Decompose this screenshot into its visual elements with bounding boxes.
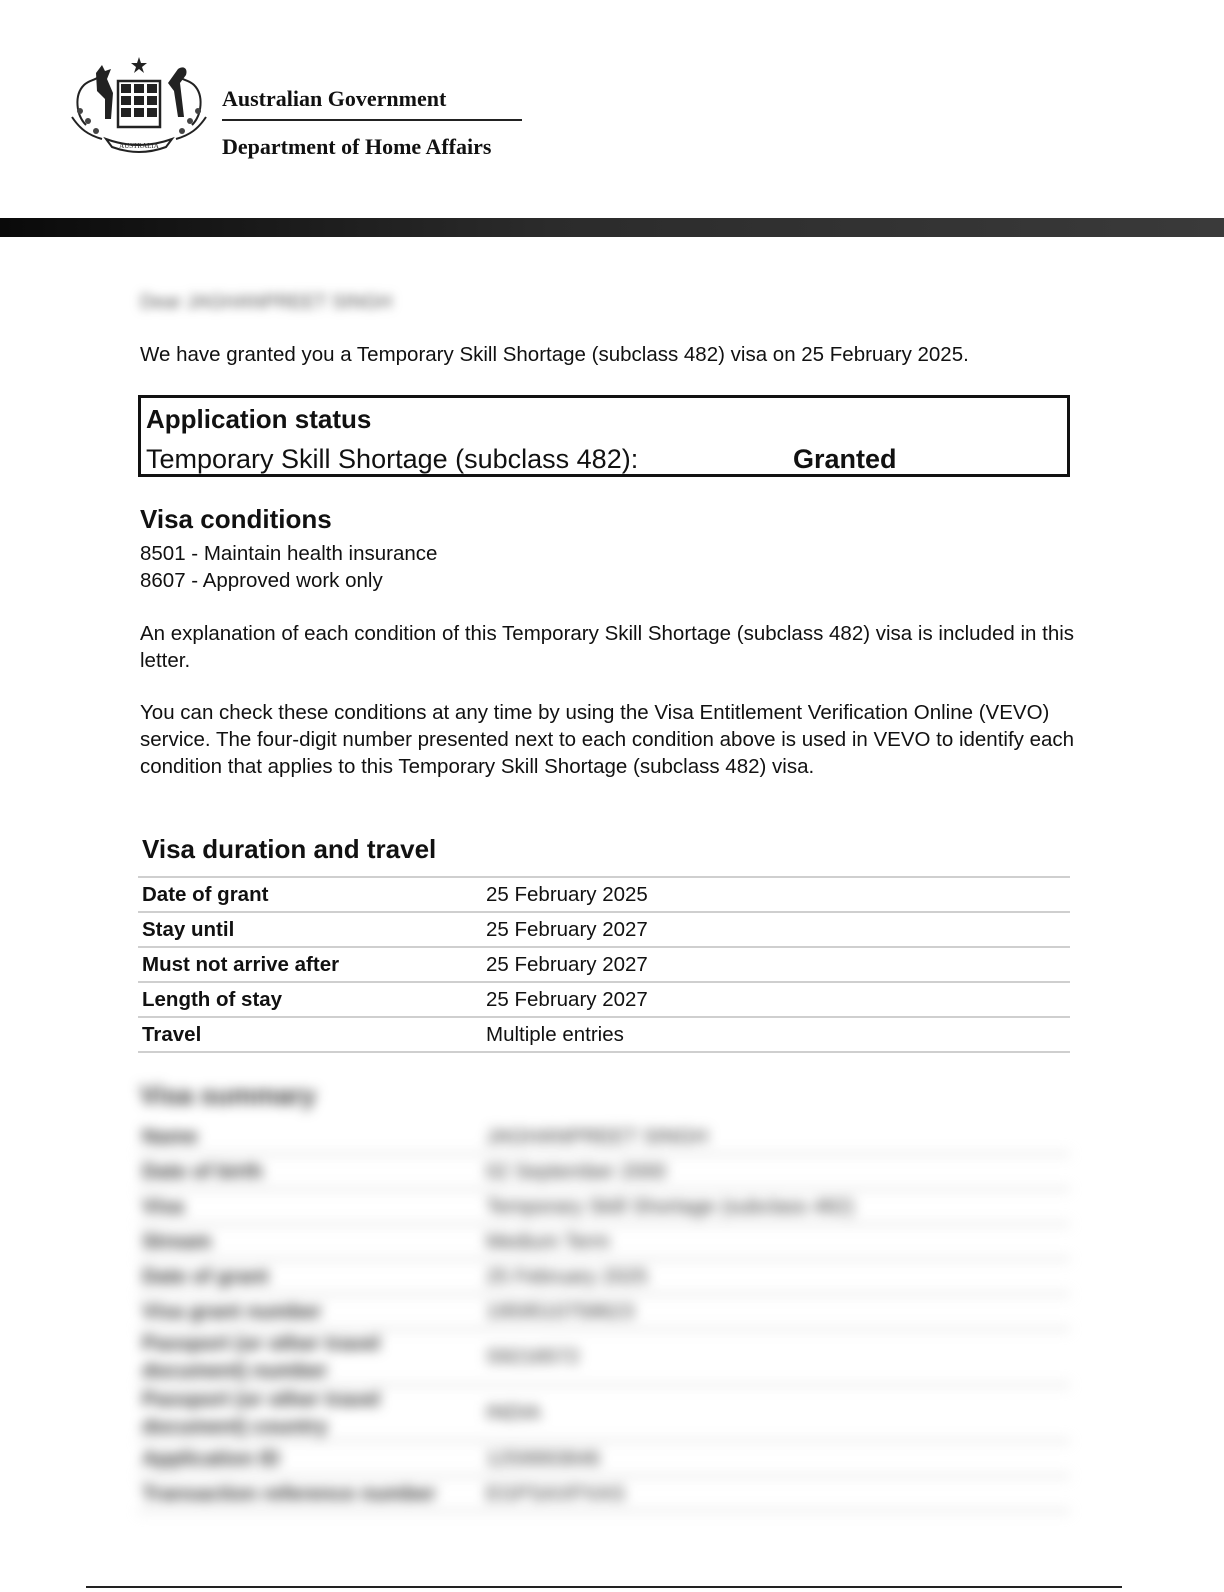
table-row bbox=[138, 947, 1070, 982]
condition-item: 8607 - Approved work only bbox=[140, 569, 383, 592]
application-status-value: Granted bbox=[793, 444, 897, 474]
summary-value: EGPSAXPXAS bbox=[482, 1476, 1070, 1511]
summary-label: Date of grant bbox=[138, 1259, 482, 1294]
duration-label: Length of stay bbox=[138, 982, 482, 1017]
summary-label: Passport (or other travel document) number bbox=[138, 1329, 482, 1385]
government-name: Australian Government bbox=[222, 86, 522, 121]
summary-value: Medium Term bbox=[482, 1224, 1070, 1259]
summary-value: 02 September 2000 bbox=[482, 1154, 1070, 1189]
summary-label: Name bbox=[138, 1120, 482, 1154]
table-row bbox=[138, 1224, 1070, 1259]
footer-divider bbox=[86, 1586, 1122, 1588]
summary-label: Transaction reference number bbox=[138, 1476, 482, 1511]
table-row bbox=[138, 1385, 1070, 1441]
summary-label: Stream bbox=[138, 1224, 482, 1259]
table-row bbox=[138, 1189, 1070, 1224]
grant-intro: We have granted you a Temporary Skill Shortage (subclass 482) visa on 25 February 2025. bbox=[140, 343, 969, 366]
australian-coat-of-arms-icon bbox=[66, 55, 212, 160]
summary-label: Date of birth bbox=[138, 1154, 482, 1189]
duration-value: Multiple entries bbox=[482, 1017, 1070, 1052]
svg-text:AUSTRALIA: AUSTRALIA bbox=[119, 142, 159, 150]
duration-value: 25 February 2027 bbox=[482, 947, 1070, 982]
table-row bbox=[138, 1294, 1070, 1329]
summary-label: Visa grant number bbox=[138, 1294, 482, 1329]
vevo-paragraph: You can check these conditions at any time by using the Visa Entitlement Verification Online (VEVO) service. The four-digit number presented next to each condition above is used in VEVO to identify each condition that applies to this Temporary Skill Shortage (subclass 482) visa. bbox=[140, 701, 1075, 778]
summary-label: Passport (or other travel document) country bbox=[138, 1385, 482, 1441]
table-row bbox=[138, 982, 1070, 1017]
table-row bbox=[138, 912, 1070, 947]
table-row bbox=[138, 1259, 1070, 1294]
duration-value: 25 February 2025 bbox=[482, 877, 1070, 912]
duration-value: 25 February 2027 bbox=[482, 912, 1070, 947]
duration-label: Date of grant bbox=[138, 877, 482, 912]
summary-value: 1259993846 bbox=[482, 1441, 1070, 1476]
summary-value: 1959510758623 bbox=[482, 1294, 1070, 1329]
table-row bbox=[138, 1329, 1070, 1385]
table-row bbox=[138, 1154, 1070, 1189]
visa-conditions-title: Visa conditions bbox=[140, 504, 332, 534]
letter-header bbox=[0, 0, 1224, 240]
header-banner bbox=[0, 218, 1224, 237]
summary-label: Visa bbox=[138, 1189, 482, 1224]
department-name: Department of Home Affairs bbox=[222, 134, 492, 159]
summary-value: S9216572 bbox=[482, 1329, 1070, 1385]
salutation: Dear JAGHANPREET SINGH bbox=[140, 292, 392, 313]
table-row bbox=[138, 1476, 1070, 1511]
table-row bbox=[138, 877, 1070, 912]
summary-label: Application ID bbox=[138, 1441, 482, 1476]
duration-value: 25 February 2027 bbox=[482, 982, 1070, 1017]
table-row bbox=[138, 1441, 1070, 1476]
summary-value: INDIA bbox=[482, 1385, 1070, 1441]
conditions-explanation: An explanation of each condition of this Temporary Skill Shortage (subclass 482) visa is included in this letter. bbox=[140, 622, 1075, 672]
summary-value: 25 February 2025 bbox=[482, 1259, 1070, 1294]
visa-summary-table bbox=[138, 1120, 1070, 1512]
summary-value: Temporary Skill Shortage (subclass 482) bbox=[482, 1189, 1070, 1224]
application-status-title: Application status bbox=[146, 404, 372, 434]
application-status-box bbox=[138, 395, 1070, 477]
visa-duration-title: Visa duration and travel bbox=[142, 834, 437, 864]
duration-label: Stay until bbox=[138, 912, 482, 947]
table-row bbox=[138, 1017, 1070, 1052]
table-row bbox=[138, 1120, 1070, 1154]
visa-duration-table bbox=[138, 876, 1070, 1053]
duration-label: Travel bbox=[138, 1017, 482, 1052]
visa-summary-title: Visa summary bbox=[140, 1080, 316, 1110]
application-status-visa: Temporary Skill Shortage (subclass 482): bbox=[146, 444, 639, 474]
duration-label: Must not arrive after bbox=[138, 947, 482, 982]
visa-conditions-list bbox=[140, 540, 437, 594]
condition-item: 8501 - Maintain health insurance bbox=[140, 542, 438, 565]
summary-value: JAGHANPREET SINGH bbox=[482, 1120, 1070, 1154]
